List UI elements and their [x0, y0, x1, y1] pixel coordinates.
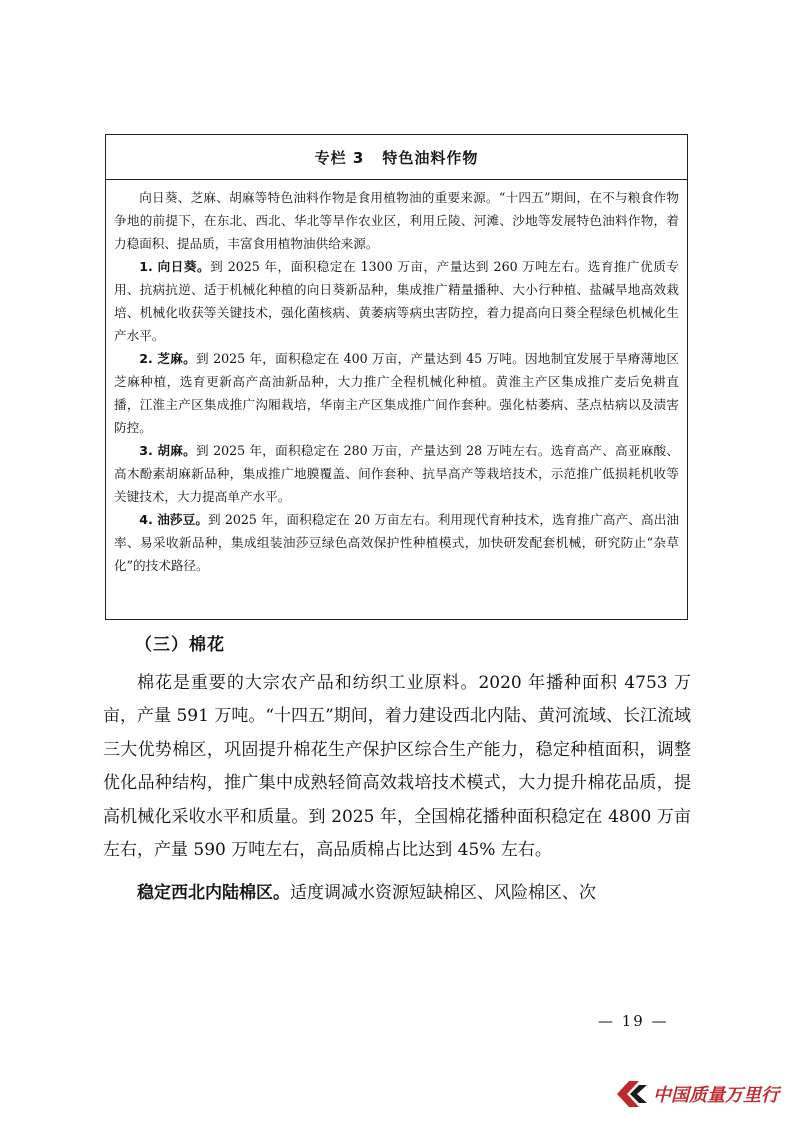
item-heading: 2. 芝麻。	[139, 351, 196, 366]
feature-column-box	[105, 134, 688, 620]
column-item-flax	[114, 439, 679, 508]
page-number: — 19 —	[598, 1012, 669, 1030]
column-intro: 向日葵、芝麻、胡麻等特色油料作物是食用植物油的重要来源。“十四五”期间，在不与粮食作物争地的前提下，在东北、西北、华北等旱作农业区，利用丘陵、河滩、沙地等发展特色油料作物，着力稳面积、提品质，丰富食用植物油供给来源。	[114, 190, 679, 251]
watermark-text: 中国质量万里行	[653, 1085, 779, 1106]
paragraph-text: 适度调减水资源短缺棉区、风险棉区、次	[290, 883, 596, 904]
item-heading: 3. 胡麻。	[139, 443, 196, 458]
item-text: 到 2025 年，面积稳定在 1300 万亩，产量达到 260 万吨左右。选育推广优质专用、抗病抗逆、适于机械化种植的向日葵新品种，集成推广精量播种、大小行种植、盐碱旱地高效栽培、机械化收获等关键技术，强化菌核病、黄萎病等病虫害防控，着力提高向日葵全程绿色机械化生产水平。	[114, 259, 679, 343]
column-title: 特色油料作物	[382, 148, 479, 167]
section-heading: （三）棉花	[135, 635, 225, 655]
cotton-paragraph: 棉花是重要的大宗农产品和纺织工业原料。2020 年播种面积 4753 万亩，产量 591 万吨。“十四五”期间，着力建设西北内陆、黄河流域、长江流域三大优势棉区，巩固提升棉花生产保护区综合生产能力，稳定种植面积，调整优化品种结构，推广集中成熟轻简高效栽培技术模式，大力提升棉花品质，提高机械化采收水平和质量。到 2025 年，全国棉花播种面积稳定在 4800 万亩左右，产量 590 万吨左右，高品质棉占比达到 45% 左右。	[103, 673, 691, 861]
item-text: 到 2025 年，面积稳定在 20 万亩左右。利用现代育种技术，选育推广高产、高出油率、易采收新品种，集成组装油莎豆绿色高效保护性种植模式，加快研发配套机械，研究防止“杂草化”的技术路径。	[114, 512, 679, 573]
watermark-logo	[615, 1076, 787, 1112]
column-body	[106, 180, 687, 577]
column-header	[106, 135, 687, 180]
main-text	[103, 620, 691, 911]
column-item-sesame	[114, 347, 679, 439]
paragraph-heading: 稳定西北内陆棉区。	[137, 883, 290, 904]
column-item-tiger-nut	[114, 508, 679, 577]
column-number: 专栏 3	[314, 148, 365, 167]
item-heading: 1. 向日葵。	[139, 259, 211, 274]
column-item-sunflower	[114, 255, 679, 347]
item-text: 到 2025 年，面积稳定在 400 万亩，产量达到 45 万吨。因地制宜发展于旱瘠薄地区芝麻种植，选育更新高产高油新品种，大力推广全程机械化种植。黄淮主产区集成推广麦后免耕直播，江淮主产区集成推广沟厢栽培，华南主产区集成推广间作套种。强化枯萎病、茎点枯病以及渍害防控。	[114, 351, 679, 435]
double-chevron-logo-icon	[615, 1079, 649, 1109]
northwest-paragraph	[103, 877, 691, 910]
item-text: 到 2025 年，面积稳定在 280 万亩，产量达到 28 万吨左右。选育高产、高亚麻酸、高木酚素胡麻新品种，集成推广地膜覆盖、间作套种、抗旱高产等栽培技术，示范推广低损耗机收等关键技术，大力提高单产水平。	[114, 443, 679, 504]
item-heading: 4. 油莎豆。	[139, 512, 209, 527]
